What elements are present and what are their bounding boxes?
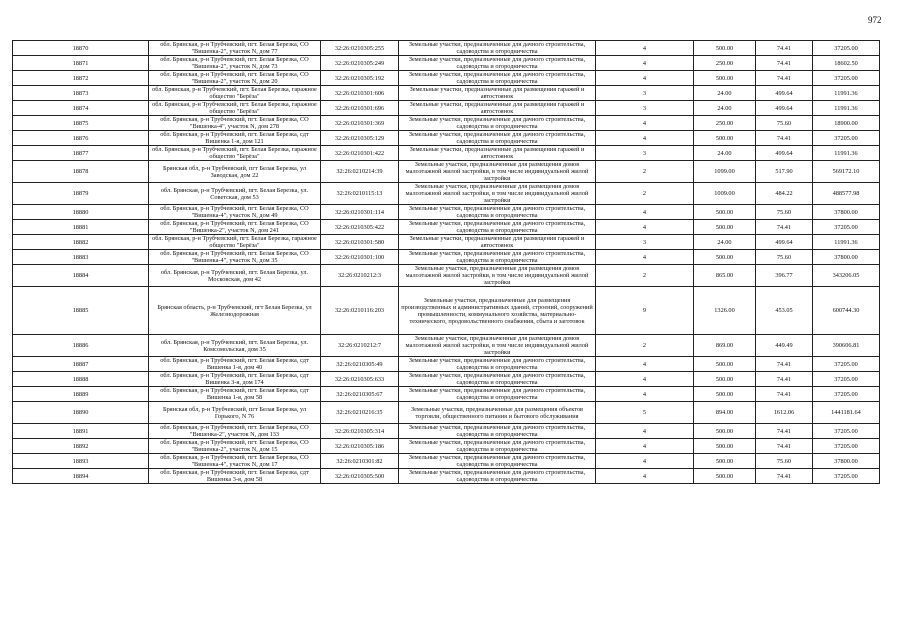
row-specific-value: 74.41: [756, 387, 813, 402]
row-permitted-use: Земельные участки, предназначенные для размещения гаражей и автостоянок: [399, 235, 596, 250]
row-address: обл. Брянская, р-н Трубчевский, пгт. Белая Березка, сдт Вишенка 1-я, дом 121: [149, 131, 321, 146]
row-area: 500.00: [694, 220, 756, 235]
table-row: [13, 424, 880, 439]
row-permitted-use: Земельные участки, предназначенные для дачного строительства, садоводства и огородничества: [399, 439, 596, 454]
row-address: обл. Брянская, р-н Трубчевский, пгт. Белая Березка, ул. Советская, дом 53: [149, 183, 321, 205]
table-row: [13, 235, 880, 250]
row-number: 18884: [13, 265, 149, 287]
table-row: [13, 454, 880, 469]
row-category: 4: [596, 56, 694, 71]
row-cadastral-value: 390606.81: [813, 335, 880, 357]
row-address: обл. Брянская, р-н Трубчевский, пгт. Белая Березка, сдт Вишенка 3-я, дом 174: [149, 372, 321, 387]
row-cadastral-value: 37205.00: [813, 372, 880, 387]
row-cadastral-number: 32:26:0210305:314: [321, 424, 399, 439]
row-address: обл. Брянская, р-н Трубчевский, пгт. Белая Березка, гаражное общество "Берёза": [149, 235, 321, 250]
row-cadastral-value: 37800.00: [813, 250, 880, 265]
row-permitted-use: Земельные участки, предназначенные для размещения домов малоэтажной жилой застройки, в том числе индивидуальной жилой застройки: [399, 335, 596, 357]
row-area: 500.00: [694, 41, 756, 56]
row-cadastral-number: 32:26:0210301:422: [321, 146, 399, 161]
row-cadastral-value: 11991.36: [813, 235, 880, 250]
row-number: 18882: [13, 235, 149, 250]
row-cadastral-value: 37205.00: [813, 387, 880, 402]
row-permitted-use: Земельные участки, предназначенные для дачного строительства, садоводства и огородничества: [399, 357, 596, 372]
row-address: обл. Брянская, р-н Трубчевский, пгт. Белая Березка, гаражное общество "Берёза": [149, 146, 321, 161]
row-number: 18890: [13, 402, 149, 424]
row-cadastral-value: 569172.10: [813, 161, 880, 183]
row-cadastral-number: 32:26:0210216:35: [321, 402, 399, 424]
table-row: [13, 357, 880, 372]
table-row: [13, 250, 880, 265]
row-area: 500.00: [694, 387, 756, 402]
row-category: 3: [596, 146, 694, 161]
table-row: [13, 131, 880, 146]
table-row: [13, 287, 880, 335]
row-area: 500.00: [694, 205, 756, 220]
row-number: 18886: [13, 335, 149, 357]
row-address: обл. Брянская, р-н Трубчевский, пгт. Белая Березка, СО "Вишенка-2", участок N, дом 77: [149, 41, 321, 56]
row-area: 500.00: [694, 131, 756, 146]
row-number: 18888: [13, 372, 149, 387]
row-area: 869.00: [694, 335, 756, 357]
row-number: 18880: [13, 205, 149, 220]
row-cadastral-number: 32:26:0210305:255: [321, 41, 399, 56]
row-permitted-use: Земельные участки, предназначенные для дачного строительства, садоводства и огородничества: [399, 56, 596, 71]
row-specific-value: 74.41: [756, 469, 813, 484]
row-cadastral-value: 18900.00: [813, 116, 880, 131]
row-category: 4: [596, 439, 694, 454]
row-permitted-use: Земельные участки, предназначенные для дачного строительства, садоводства и огородничества: [399, 387, 596, 402]
row-specific-value: 74.41: [756, 41, 813, 56]
row-address: обл. Брянская, р-н Трубчевский, пгт. Белая Березка, ул. Комсомольская, дом 35: [149, 335, 321, 357]
row-number: 18893: [13, 454, 149, 469]
row-cadastral-number: 32:26:0210305:633: [321, 372, 399, 387]
row-number: 18871: [13, 56, 149, 71]
row-cadastral-value: 37800.00: [813, 454, 880, 469]
row-number: 18887: [13, 357, 149, 372]
row-category: 2: [596, 183, 694, 205]
row-cadastral-value: 37205.00: [813, 41, 880, 56]
row-specific-value: 396.77: [756, 265, 813, 287]
row-area: 894.00: [694, 402, 756, 424]
row-specific-value: 74.41: [756, 220, 813, 235]
row-specific-value: 499.64: [756, 235, 813, 250]
row-area: 865.00: [694, 265, 756, 287]
row-cadastral-value: 37205.00: [813, 424, 880, 439]
row-area: 24.00: [694, 101, 756, 116]
table-row: [13, 265, 880, 287]
row-area: 500.00: [694, 424, 756, 439]
row-address: обл. Брянская, р-н Трубчевский, пгт. Белая Березка, СО "Вишенка-2", участок N, дом 133: [149, 424, 321, 439]
row-specific-value: 453.05: [756, 287, 813, 335]
row-permitted-use: Земельные участки, предназначенные для дачного строительства, садоводства и огородничества: [399, 250, 596, 265]
row-specific-value: 449.49: [756, 335, 813, 357]
row-cadastral-number: 32:26:0210305:249: [321, 56, 399, 71]
row-cadastral-number: 32:26:0210305:67: [321, 387, 399, 402]
row-cadastral-number: 32:26:0210301:580: [321, 235, 399, 250]
row-cadastral-number: 32:26:0210212:3: [321, 265, 399, 287]
row-category: 4: [596, 131, 694, 146]
row-category: 4: [596, 454, 694, 469]
table-row: [13, 56, 880, 71]
row-permitted-use: Земельные участки, предназначенные для размещения объектов торговли, общественного питания и бытового обслуживания: [399, 402, 596, 424]
row-area: 500.00: [694, 250, 756, 265]
row-number: 18875: [13, 116, 149, 131]
row-category: 4: [596, 357, 694, 372]
row-permitted-use: Земельные участки, предназначенные для размещения гаражей и автостоянок: [399, 146, 596, 161]
row-category: 3: [596, 101, 694, 116]
row-permitted-use: Земельные участки, предназначенные для дачного строительства, садоводства и огородничества: [399, 469, 596, 484]
row-specific-value: 75.60: [756, 250, 813, 265]
row-category: 3: [596, 86, 694, 101]
row-permitted-use: Земельные участки, предназначенные для размещения домов малоэтажной жилой застройки, в том числе индивидуальной жилой застройки: [399, 265, 596, 287]
row-specific-value: 499.64: [756, 86, 813, 101]
row-cadastral-number: 32:26:0210115:13: [321, 183, 399, 205]
row-address: обл. Брянская, р-н Трубчевский, пгт. Белая Березка, СО "Вишенка-4", участок N, дом 35: [149, 250, 321, 265]
row-permitted-use: Земельные участки, предназначенные для дачного строительства, садоводства и огородничества: [399, 205, 596, 220]
row-area: 500.00: [694, 71, 756, 86]
row-permitted-use: Земельные участки, предназначенные для дачного строительства, садоводства и огородничества: [399, 116, 596, 131]
table-row: [13, 387, 880, 402]
row-category: 2: [596, 265, 694, 287]
row-category: 4: [596, 71, 694, 86]
row-cadastral-number: 32:26:0210116:203: [321, 287, 399, 335]
row-number: 18872: [13, 71, 149, 86]
row-address: обл. Брянская, р-н Трубчевский, пгт. Белая Березка, СО "Вишенка-2", участок N, дом 241: [149, 220, 321, 235]
row-number: 18881: [13, 220, 149, 235]
row-cadastral-number: 32:26:0210301:100: [321, 250, 399, 265]
table-row: [13, 161, 880, 183]
table-row: [13, 71, 880, 86]
row-permitted-use: Земельные участки, предназначенные для размещения домов малоэтажной жилой застройки, в том числе индивидуальной жилой застройки: [399, 161, 596, 183]
row-cadastral-number: 32:26:0210305:500: [321, 469, 399, 484]
row-specific-value: 74.41: [756, 439, 813, 454]
row-number: 18885: [13, 287, 149, 335]
table-row: [13, 335, 880, 357]
page-number: 972: [868, 15, 882, 25]
row-number: 18879: [13, 183, 149, 205]
row-specific-value: 74.41: [756, 424, 813, 439]
row-area: 500.00: [694, 372, 756, 387]
row-address: обл. Брянская, р-н Трубчевский, пгт. Белая Березка, гаражное общество "Берёза": [149, 101, 321, 116]
table-row: [13, 402, 880, 424]
row-cadastral-value: 37205.00: [813, 131, 880, 146]
row-cadastral-number: 32:26:0210301:369: [321, 116, 399, 131]
row-permitted-use: Земельные участки, предназначенные для дачного строительства, садоводства и огородничества: [399, 131, 596, 146]
table-row: [13, 220, 880, 235]
row-address: Брянская область, р-н Трубчевский, пгт Белая Березка, ул Железнодорожная: [149, 287, 321, 335]
row-permitted-use: Земельные участки, предназначенные для дачного строительства, садоводства и огородничества: [399, 454, 596, 469]
row-cadastral-value: 1441181.64: [813, 402, 880, 424]
row-cadastral-number: 32:26:0210301:606: [321, 86, 399, 101]
row-specific-value: 74.41: [756, 56, 813, 71]
row-number: 18870: [13, 41, 149, 56]
row-area: 500.00: [694, 454, 756, 469]
row-number: 18877: [13, 146, 149, 161]
row-number: 18889: [13, 387, 149, 402]
row-specific-value: 1612.06: [756, 402, 813, 424]
row-specific-value: 484.22: [756, 183, 813, 205]
land-registry-table: [12, 40, 880, 484]
row-number: 18883: [13, 250, 149, 265]
row-category: 3: [596, 235, 694, 250]
row-cadastral-number: 32:26:0210301:82: [321, 454, 399, 469]
table-row: [13, 183, 880, 205]
row-specific-value: 74.41: [756, 71, 813, 86]
table-row: [13, 116, 880, 131]
row-category: 4: [596, 116, 694, 131]
row-permitted-use: Земельные участки, предназначенные для размещения домов малоэтажной жилой застройки, в том числе индивидуальной жилой застройки: [399, 183, 596, 205]
table-row: [13, 146, 880, 161]
table-row: [13, 205, 880, 220]
row-number: 18878: [13, 161, 149, 183]
row-area: 250.00: [694, 116, 756, 131]
row-cadastral-number: 32:26:0210214:39: [321, 161, 399, 183]
row-address: обл. Брянская, р-н Трубчевский, пгт. Белая Березка, СО "Вишенка-2", участок N, дом 15: [149, 439, 321, 454]
table-row: [13, 101, 880, 116]
row-permitted-use: Земельные участки, предназначенные для размещения производственных и административных зданий, строений, сооружений промышленности, коммунального хозяйства, материально-технического, продовольственного снабжения, сбыта и заготовок: [399, 287, 596, 335]
row-cadastral-value: 37205.00: [813, 357, 880, 372]
row-address: обл. Брянская, р-н Трубчевский, пгт. Белая Березка, ул. Московская, дом 42: [149, 265, 321, 287]
row-specific-value: 75.60: [756, 454, 813, 469]
row-area: 24.00: [694, 146, 756, 161]
row-number: 18876: [13, 131, 149, 146]
row-cadastral-value: 37205.00: [813, 439, 880, 454]
row-area: 500.00: [694, 469, 756, 484]
row-category: 4: [596, 220, 694, 235]
row-cadastral-value: 18602.50: [813, 56, 880, 71]
row-specific-value: 74.41: [756, 131, 813, 146]
row-area: 1009.00: [694, 183, 756, 205]
table-row: [13, 372, 880, 387]
row-permitted-use: Земельные участки, предназначенные для дачного строительства, садоводства и огородничества: [399, 424, 596, 439]
row-cadastral-number: 32:26:0210305:192: [321, 71, 399, 86]
row-specific-value: 499.64: [756, 146, 813, 161]
row-specific-value: 499.64: [756, 101, 813, 116]
row-address: обл. Брянская, р-н Трубчевский, пгт. Белая Березка, СО "Вишенка-2", участок N, дом 20: [149, 71, 321, 86]
row-category: 2: [596, 335, 694, 357]
row-category: 4: [596, 250, 694, 265]
row-cadastral-value: 343206.05: [813, 265, 880, 287]
row-category: 2: [596, 161, 694, 183]
row-area: 1326.00: [694, 287, 756, 335]
row-area: 1099.00: [694, 161, 756, 183]
row-specific-value: 75.60: [756, 205, 813, 220]
row-number: 18894: [13, 469, 149, 484]
row-cadastral-value: 11991.36: [813, 101, 880, 116]
row-cadastral-number: 32:26:0210305:422: [321, 220, 399, 235]
row-specific-value: 74.41: [756, 372, 813, 387]
table-row: [13, 86, 880, 101]
row-cadastral-value: 37205.00: [813, 71, 880, 86]
row-cadastral-number: 32:26:0210305:186: [321, 439, 399, 454]
row-area: 24.00: [694, 235, 756, 250]
row-address: обл. Брянская, р-н Трубчевский, пгт. Белая Березка, СО "Вишенка-2", участок N, дом 73: [149, 56, 321, 71]
row-address: обл. Брянская, р-н Трубчевский, пгт. Белая Березка, гаражное общество "Берёза": [149, 86, 321, 101]
row-area: 250.00: [694, 56, 756, 71]
row-area: 500.00: [694, 439, 756, 454]
table-row: [13, 439, 880, 454]
row-cadastral-value: 37800.00: [813, 205, 880, 220]
row-number: 18891: [13, 424, 149, 439]
row-category: 4: [596, 424, 694, 439]
row-permitted-use: Земельные участки, предназначенные для размещения гаражей и автостоянок: [399, 101, 596, 116]
table-row: [13, 469, 880, 484]
row-address: обл. Брянская, р-н Трубчевский, пгт. Белая Березка, сдт Вишенка 3-я, дом 58: [149, 469, 321, 484]
row-permitted-use: Земельные участки, предназначенные для дачного строительства, садоводства и огородничества: [399, 372, 596, 387]
row-cadastral-number: 32:26:0210305:49: [321, 357, 399, 372]
row-specific-value: 75.60: [756, 116, 813, 131]
row-permitted-use: Земельные участки, предназначенные для дачного строительства, садоводства и огородничества: [399, 220, 596, 235]
row-cadastral-value: 37205.00: [813, 469, 880, 484]
row-cadastral-number: 32:26:0210212:7: [321, 335, 399, 357]
row-cadastral-value: 11991.36: [813, 86, 880, 101]
row-address: обл. Брянская, р-н Трубчевский, пгт. Белая Березка, СО "Вишенка-4", участок N, дом 17: [149, 454, 321, 469]
row-area: 24.00: [694, 86, 756, 101]
row-address: обл. Брянская, р-н Трубчевский, пгт. Белая Березка, СО "Вишенка-4", участок N, дом 278: [149, 116, 321, 131]
table-body: [13, 41, 880, 484]
row-cadastral-value: 37205.00: [813, 220, 880, 235]
row-cadastral-number: 32:26:0210305:129: [321, 131, 399, 146]
row-cadastral-value: 488577.98: [813, 183, 880, 205]
row-cadastral-value: 11991.36: [813, 146, 880, 161]
row-category: 4: [596, 205, 694, 220]
row-specific-value: 517.90: [756, 161, 813, 183]
row-address: Брянская обл, р-н Трубчевский, пгт Белая Березка, ул Горького, N 76: [149, 402, 321, 424]
row-address: Брянская обл, р-н Трубчевский, пгт Белая Березка, ул Заводская, дом 22: [149, 161, 321, 183]
row-cadastral-number: 32:26:0210301:114: [321, 205, 399, 220]
table-row: [13, 41, 880, 56]
row-cadastral-value: 600744.30: [813, 287, 880, 335]
row-address: обл. Брянская, р-н Трубчевский, пгт. Белая Березка, сдт Вишенка 1-я, дом 40: [149, 357, 321, 372]
row-permitted-use: Земельные участки, предназначенные для размещения гаражей и автостоянок: [399, 86, 596, 101]
row-category: 4: [596, 387, 694, 402]
row-permitted-use: Земельные участки, предназначенные для дачного строительства, садоводства и огородничества: [399, 71, 596, 86]
row-specific-value: 74.41: [756, 357, 813, 372]
row-category: 4: [596, 372, 694, 387]
row-category: 5: [596, 402, 694, 424]
row-permitted-use: Земельные участки, предназначенные для дачного строительства, садоводства и огородничества: [399, 41, 596, 56]
row-number: 18892: [13, 439, 149, 454]
row-address: обл. Брянская, р-н Трубчевский, пгт. Белая Березка, СО "Вишенка-4", участок N, дом 49: [149, 205, 321, 220]
row-category: 4: [596, 41, 694, 56]
row-area: 500.00: [694, 357, 756, 372]
row-category: 4: [596, 469, 694, 484]
row-number: 18874: [13, 101, 149, 116]
row-cadastral-number: 32:26:0210301:696: [321, 101, 399, 116]
row-category: 9: [596, 287, 694, 335]
row-address: обл. Брянская, р-н Трубчевский, пгт. Белая Березка, сдт Вишенка 1-я, дом 58: [149, 387, 321, 402]
row-number: 18873: [13, 86, 149, 101]
